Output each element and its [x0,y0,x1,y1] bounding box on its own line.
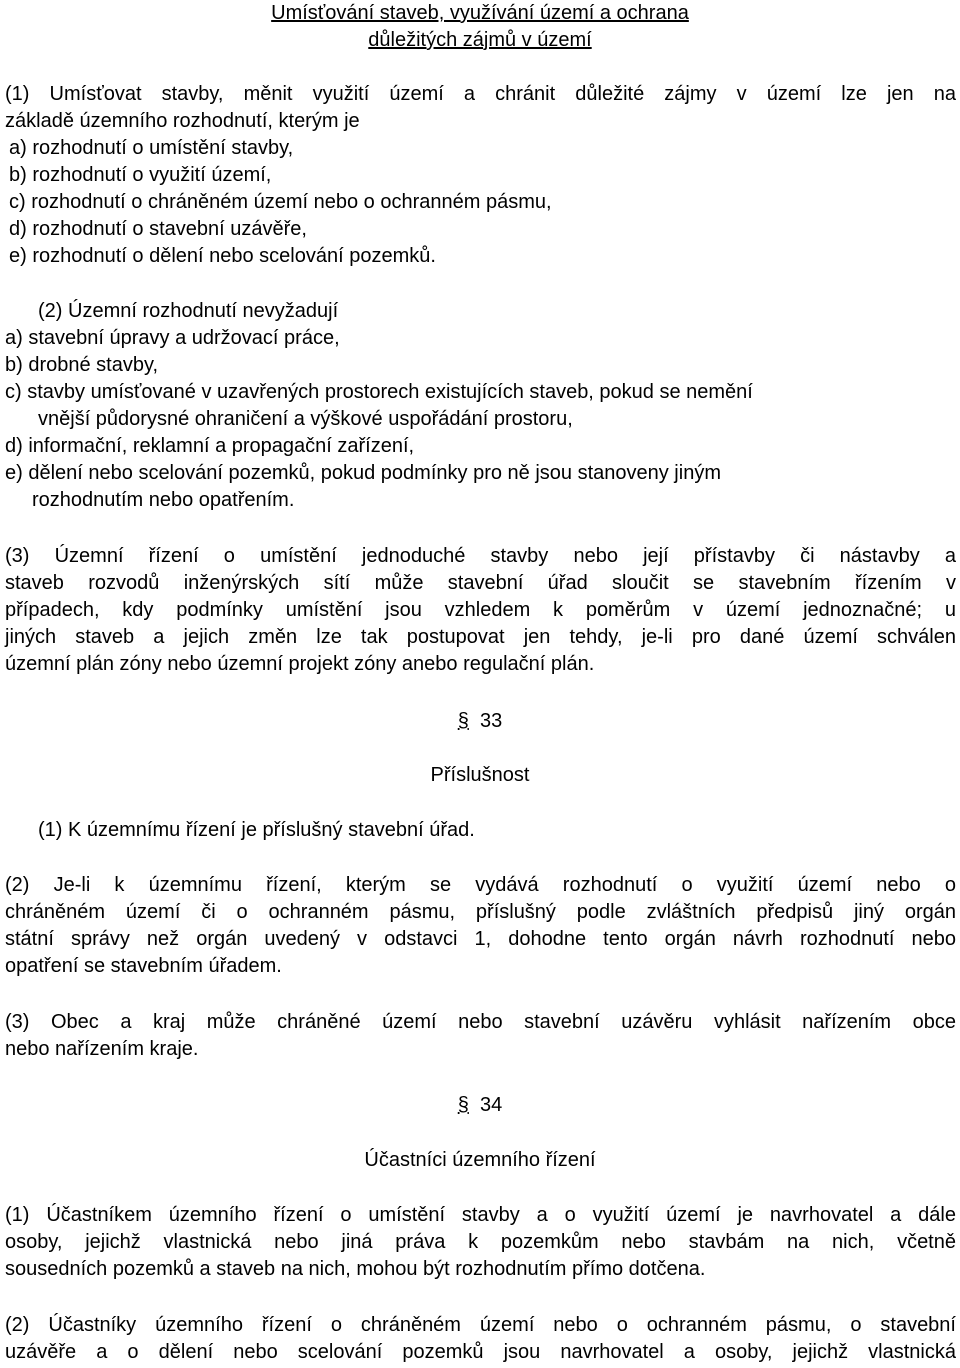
p2-item-c-line-2: vnější půdorysné ohraničení a výškové uspořádání prostoru, [38,408,573,430]
p1-item-a: a) rozhodnutí o umístění stavby, [9,137,294,159]
title-line-2: důležitých zájmů v území [368,29,592,51]
section-sign: § [457,1094,469,1116]
section-33-number-text: 33 [480,710,503,732]
section-34-number [0,1092,960,1118]
s34-p2-line-2: uzávěře a o dělení nebo scelování pozemků jsou navrhovatel a osoby, jejichž vlastnická [5,1341,956,1363]
p2-item-b: b) drobné stavby, [5,354,159,376]
s34-p1-line-2: osoby, jejichž vlastnická nebo jiná práva k pozemkům nebo stavbám na nich, včetně [5,1231,956,1253]
section-33-number [0,708,960,734]
p3-line-5: územní plán zóny nebo územní projekt zóny anebo regulační plán. [5,653,595,675]
p1-intro-line-2: základě územního rozhodnutí, kterým je [5,110,360,132]
p2-item-e-line-2: rozhodnutím nebo opatřením. [32,489,295,511]
p3-line-2: staveb rozvodů inženýrských sítí může stavební úřad sloučit se stavebním řízením v [5,572,956,594]
s34-p1-line-3: sousedních pozemků a staveb na nich, mohou být rozhodnutím přímo dotčena. [5,1258,706,1280]
p1-item-b: b) rozhodnutí o využití území, [9,164,272,186]
p3-line-4: jiných staveb a jejich změn lze tak postupovat jen tehdy, je-li pro dané území schválen [5,626,956,648]
section-34-heading: Účastníci územního řízení [364,1149,596,1171]
p2-item-e-line-1: e) dělení nebo scelování pozemků, pokud podmínky pro ně jsou stanoveny jiným [5,462,721,484]
p3-line-1: (3) Územní řízení o umístění jednoduché stavby nebo její přístavby či nástavby a [5,545,956,567]
section-34-number-text: 34 [480,1094,503,1116]
title-line-1: Umísťování staveb, využívání území a ochrana [271,2,689,24]
p2-intro: (2) Územní rozhodnutí nevyžadují [38,300,339,322]
section-33-heading: Příslušnost [430,764,530,786]
s33-p2-line-1: (2) Je-li k územnímu řízení, kterým se vydává rozhodnutí o využití území nebo o [5,874,956,896]
p1-item-c: c) rozhodnutí o chráněném území nebo o ochranném pásmu, [9,191,552,213]
s34-p1-line-1: (1) Účastníkem územního řízení o umístění stavby a o využití území je navrhovatel a dále [5,1204,956,1226]
p1-item-e: e) rozhodnutí o dělení nebo scelování pozemků. [9,245,436,267]
s33-p3-line-2: nebo nařízením kraje. [5,1038,199,1060]
section-sign: § [457,710,469,732]
p2-item-d: d) informační, reklamní a propagační zařízení, [5,435,415,457]
p1-intro-line-1: (1) Umísťovat stavby, měnit využití území a chránit důležité zájmy v území lze jen na [5,83,956,105]
s33-p3-line-1: (3) Obec a kraj může chráněné území nebo stavební uzávěru vyhlásit nařízením obce [5,1011,956,1033]
p1-item-d: d) rozhodnutí o stavební uzávěře, [9,218,307,240]
p3-line-3: případech, kdy podmínky umístění jsou vzhledem k poměrům v území jednoznačné; u [5,599,956,621]
p2-item-c-line-1: c) stavby umísťované v uzavřených prostorech existujících staveb, pokud se nemění [5,381,753,403]
s33-p2-line-3: státní správy než orgán uvedený v odstavci 1, dohodne tento orgán návrh rozhodnutí nebo [5,928,956,950]
s33-p2-line-2: chráněném území či o ochranném pásmu, příslušný podle zvláštních předpisů jiný orgán [5,901,956,923]
s33-p2-line-4: opatření se stavebním úřadem. [5,955,282,977]
s33-p1: (1) K územnímu řízení je příslušný stavební úřad. [38,819,475,841]
s34-p2-line-1: (2) Účastníky územního řízení o chráněném území nebo o ochranném pásmu, o stavební [5,1314,956,1336]
p2-item-a: a) stavební úpravy a udržovací práce, [5,327,340,349]
